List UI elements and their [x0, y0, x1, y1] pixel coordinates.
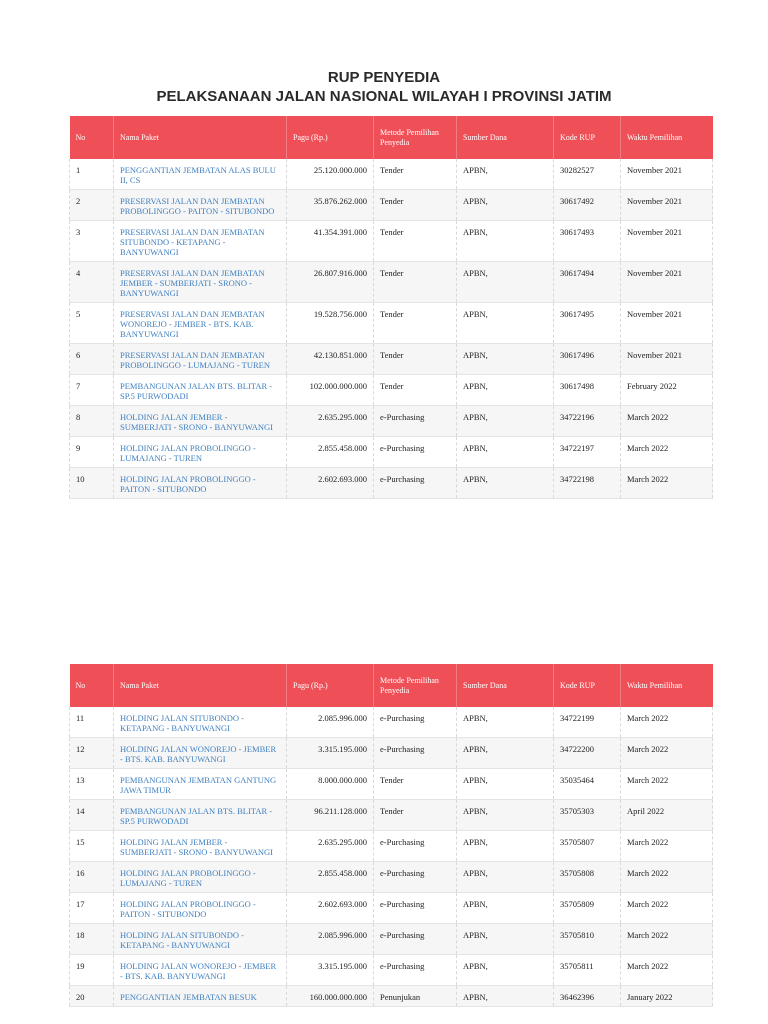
cell-waktu: November 2021 [621, 221, 713, 262]
col-header-nama-paket: Nama Paket [114, 116, 287, 159]
cell-pagu: 2.855.458.000 [287, 437, 374, 468]
cell-kode-rup: 30617495 [554, 303, 621, 344]
cell-nama-paket-link[interactable]: PRESERVASI JALAN DAN JEMBATAN SITUBONDO - KETAPANG - BANYUWANGI [114, 221, 287, 262]
cell-pagu: 2.602.693.000 [287, 468, 374, 499]
cell-sumber-dana: APBN, [457, 955, 554, 986]
cell-metode: e-Purchasing [374, 893, 457, 924]
cell-sumber-dana: APBN, [457, 190, 554, 221]
cell-nama-paket-link[interactable]: PRESERVASI JALAN DAN JEMBATAN PROBOLINGGO - LUMAJANG - TUREN [114, 344, 287, 375]
cell-metode: Tender [374, 303, 457, 344]
table-row [70, 406, 713, 437]
cell-metode: Tender [374, 344, 457, 375]
cell-kode-rup: 34722196 [554, 406, 621, 437]
cell-sumber-dana: APBN, [457, 468, 554, 499]
cell-kode-rup: 35705811 [554, 955, 621, 986]
cell-no: 12 [70, 738, 114, 769]
cell-metode: e-Purchasing [374, 831, 457, 862]
table-row [70, 159, 713, 190]
cell-waktu: March 2022 [621, 707, 713, 738]
cell-kode-rup: 30282527 [554, 159, 621, 190]
cell-sumber-dana: APBN, [457, 406, 554, 437]
cell-no: 16 [70, 862, 114, 893]
cell-waktu: January 2022 [621, 986, 713, 1007]
cell-metode: e-Purchasing [374, 924, 457, 955]
cell-no: 19 [70, 955, 114, 986]
cell-waktu: November 2021 [621, 159, 713, 190]
cell-no: 10 [70, 468, 114, 499]
table-row [70, 344, 713, 375]
cell-nama-paket-link[interactable]: PEMBANGUNAN JALAN BTS. BLITAR - SP.5 PURWODADI [114, 375, 287, 406]
cell-sumber-dana: APBN, [457, 262, 554, 303]
cell-metode: e-Purchasing [374, 738, 457, 769]
cell-metode: Tender [374, 190, 457, 221]
rup-table-1 [69, 116, 713, 499]
cell-sumber-dana: APBN, [457, 344, 554, 375]
table-header-row [70, 116, 713, 159]
cell-waktu: March 2022 [621, 738, 713, 769]
cell-no: 5 [70, 303, 114, 344]
cell-sumber-dana: APBN, [457, 831, 554, 862]
cell-kode-rup: 30617496 [554, 344, 621, 375]
cell-nama-paket-link[interactable]: HOLDING JALAN PROBOLINGGO - PAITON - SITUBONDO [114, 893, 287, 924]
cell-no: 11 [70, 707, 114, 738]
cell-no: 7 [70, 375, 114, 406]
cell-kode-rup: 30617498 [554, 375, 621, 406]
cell-sumber-dana: APBN, [457, 893, 554, 924]
table-row [70, 893, 713, 924]
cell-metode: Tender [374, 375, 457, 406]
col-header-no: No [70, 116, 114, 159]
cell-nama-paket-link[interactable]: HOLDING JALAN WONOREJO - JEMBER - BTS. KAB. BANYUWANGI [114, 955, 287, 986]
cell-pagu: 41.354.391.000 [287, 221, 374, 262]
cell-nama-paket-link[interactable]: PRESERVASI JALAN DAN JEMBATAN JEMBER - SUMBERJATI - SRONO - BANYUWANGI [114, 262, 287, 303]
cell-nama-paket-link[interactable]: PENGGANTIAN JEMBATAN BESUK [114, 986, 287, 1007]
cell-kode-rup: 34722199 [554, 707, 621, 738]
cell-pagu: 2.085.996.000 [287, 924, 374, 955]
cell-kode-rup: 34722197 [554, 437, 621, 468]
cell-metode: Tender [374, 159, 457, 190]
cell-waktu: March 2022 [621, 862, 713, 893]
table-row [70, 862, 713, 893]
cell-no: 2 [70, 190, 114, 221]
page-subtitle: PELAKSANAAN JALAN NASIONAL WILAYAH I PROVINSI JATIM [156, 88, 612, 105]
table-row [70, 468, 713, 499]
cell-waktu: March 2022 [621, 893, 713, 924]
table-body [70, 159, 713, 499]
table-row [70, 986, 713, 1007]
col-header-kode-rup: Kode RUP [554, 116, 621, 159]
cell-waktu: November 2021 [621, 190, 713, 221]
col-header-kode-rup: Kode RUP [554, 664, 621, 707]
cell-waktu: November 2021 [621, 303, 713, 344]
cell-waktu: March 2022 [621, 769, 713, 800]
cell-waktu: April 2022 [621, 800, 713, 831]
cell-nama-paket-link[interactable]: PEMBANGUNAN JEMBATAN GANTUNG JAWA TIMUR [114, 769, 287, 800]
cell-sumber-dana: APBN, [457, 707, 554, 738]
cell-kode-rup: 30617494 [554, 262, 621, 303]
cell-no: 14 [70, 800, 114, 831]
cell-nama-paket-link[interactable]: HOLDING JALAN PROBOLINGGO - PAITON - SITUBONDO [114, 468, 287, 499]
cell-metode: Tender [374, 800, 457, 831]
cell-pagu: 160.000.000.000 [287, 986, 374, 1007]
cell-metode: e-Purchasing [374, 955, 457, 986]
cell-sumber-dana: APBN, [457, 738, 554, 769]
col-header-metode: Metode Pemilihan Penyedia [374, 664, 457, 707]
cell-pagu: 3.315.195.000 [287, 738, 374, 769]
cell-pagu: 102.000.000.000 [287, 375, 374, 406]
cell-no: 1 [70, 159, 114, 190]
cell-no: 4 [70, 262, 114, 303]
table-row [70, 221, 713, 262]
table-row [70, 738, 713, 769]
cell-kode-rup: 35705810 [554, 924, 621, 955]
table-row [70, 707, 713, 738]
col-header-sumber-dana: Sumber Dana [457, 664, 554, 707]
table-row [70, 831, 713, 862]
cell-waktu: March 2022 [621, 406, 713, 437]
table-header-row [70, 664, 713, 707]
cell-no: 15 [70, 831, 114, 862]
cell-pagu: 2.635.295.000 [287, 831, 374, 862]
table-row [70, 769, 713, 800]
cell-no: 6 [70, 344, 114, 375]
cell-metode: Tender [374, 221, 457, 262]
cell-nama-paket-link[interactable]: PRESERVASI JALAN DAN JEMBATAN PROBOLINGGO - PAITON - SITUBONDO [114, 190, 287, 221]
cell-metode: e-Purchasing [374, 437, 457, 468]
cell-metode: e-Purchasing [374, 468, 457, 499]
table-row [70, 303, 713, 344]
col-header-metode: Metode Pemilihan Penyedia [374, 116, 457, 159]
cell-waktu: February 2022 [621, 375, 713, 406]
cell-metode: Penunjukan [374, 986, 457, 1007]
cell-nama-paket-link[interactable]: PRESERVASI JALAN DAN JEMBATAN WONOREJO - JEMBER - BTS. KAB. BANYUWANGI [114, 303, 287, 344]
cell-sumber-dana: APBN, [457, 437, 554, 468]
cell-kode-rup: 35035464 [554, 769, 621, 800]
cell-metode: Tender [374, 769, 457, 800]
cell-pagu: 19.528.756.000 [287, 303, 374, 344]
cell-sumber-dana: APBN, [457, 221, 554, 262]
cell-kode-rup: 35705809 [554, 893, 621, 924]
cell-pagu: 35.876.262.000 [287, 190, 374, 221]
cell-waktu: March 2022 [621, 468, 713, 499]
cell-waktu: November 2021 [621, 344, 713, 375]
cell-metode: e-Purchasing [374, 707, 457, 738]
cell-sumber-dana: APBN, [457, 769, 554, 800]
table-row [70, 924, 713, 955]
cell-pagu: 42.130.851.000 [287, 344, 374, 375]
cell-metode: e-Purchasing [374, 406, 457, 437]
cell-pagu: 2.602.693.000 [287, 893, 374, 924]
cell-sumber-dana: APBN, [457, 924, 554, 955]
cell-waktu: March 2022 [621, 924, 713, 955]
cell-kode-rup: 35705303 [554, 800, 621, 831]
cell-pagu: 96.211.128.000 [287, 800, 374, 831]
cell-nama-paket-link[interactable]: HOLDING JALAN JEMBER - SUMBERJATI - SRONO - BANYUWANGI [114, 406, 287, 437]
cell-pagu: 26.807.916.000 [287, 262, 374, 303]
cell-pagu: 2.085.996.000 [287, 707, 374, 738]
cell-sumber-dana: APBN, [457, 986, 554, 1007]
cell-no: 3 [70, 221, 114, 262]
cell-kode-rup: 34722198 [554, 468, 621, 499]
cell-kode-rup: 30617492 [554, 190, 621, 221]
col-header-waktu: Waktu Pemilihan [621, 116, 713, 159]
page-title: RUP PENYEDIA [327, 69, 441, 86]
cell-nama-paket-link[interactable]: HOLDING JALAN PROBOLINGGO - LUMAJANG - TUREN [114, 862, 287, 893]
cell-kode-rup: 36462396 [554, 986, 621, 1007]
cell-nama-paket-link[interactable]: PENGGANTIAN JEMBATAN ALAS BULU II, CS [114, 159, 287, 190]
cell-no: 13 [70, 769, 114, 800]
cell-metode: e-Purchasing [374, 862, 457, 893]
cell-nama-paket-link[interactable]: HOLDING JALAN JEMBER - SUMBERJATI - SRONO - BANYUWANGI [114, 831, 287, 862]
cell-nama-paket-link[interactable]: HOLDING JALAN PROBOLINGGO - LUMAJANG - TUREN [114, 437, 287, 468]
col-header-pagu: Pagu (Rp.) [287, 116, 374, 159]
table-row [70, 800, 713, 831]
cell-metode: Tender [374, 262, 457, 303]
cell-nama-paket-link[interactable]: HOLDING JALAN WONOREJO - JEMBER - BTS. KAB. BANYUWANGI [114, 738, 287, 769]
cell-kode-rup: 30617493 [554, 221, 621, 262]
cell-no: 9 [70, 437, 114, 468]
col-header-nama-paket: Nama Paket [114, 664, 287, 707]
cell-sumber-dana: APBN, [457, 862, 554, 893]
cell-pagu: 2.635.295.000 [287, 406, 374, 437]
cell-kode-rup: 35705808 [554, 862, 621, 893]
cell-sumber-dana: APBN, [457, 303, 554, 344]
cell-pagu: 3.315.195.000 [287, 955, 374, 986]
cell-pagu: 8.000.000.000 [287, 769, 374, 800]
cell-sumber-dana: APBN, [457, 375, 554, 406]
cell-pagu: 2.855.458.000 [287, 862, 374, 893]
cell-no: 8 [70, 406, 114, 437]
table-row [70, 262, 713, 303]
col-header-no: No [70, 664, 114, 707]
table-row [70, 190, 713, 221]
cell-waktu: March 2022 [621, 831, 713, 862]
cell-sumber-dana: APBN, [457, 159, 554, 190]
cell-no: 18 [70, 924, 114, 955]
table-row [70, 375, 713, 406]
table-body [70, 707, 713, 1007]
cell-sumber-dana: APBN, [457, 800, 554, 831]
cell-nama-paket-link[interactable]: HOLDING JALAN SITUBONDO - KETAPANG - BANYUWANGI [114, 707, 287, 738]
cell-waktu: March 2022 [621, 955, 713, 986]
cell-no: 17 [70, 893, 114, 924]
table-row [70, 955, 713, 986]
col-header-waktu: Waktu Pemilihan [621, 664, 713, 707]
col-header-pagu: Pagu (Rp.) [287, 664, 374, 707]
col-header-sumber-dana: Sumber Dana [457, 116, 554, 159]
cell-kode-rup: 34722200 [554, 738, 621, 769]
cell-nama-paket-link[interactable]: PEMBANGUNAN JALAN BTS. BLITAR - SP.5 PURWODADI [114, 800, 287, 831]
rup-table-2 [69, 664, 713, 1007]
cell-kode-rup: 35705807 [554, 831, 621, 862]
cell-waktu: March 2022 [621, 437, 713, 468]
cell-no: 20 [70, 986, 114, 1007]
table-row [70, 437, 713, 468]
cell-pagu: 25.120.000.000 [287, 159, 374, 190]
cell-waktu: November 2021 [621, 262, 713, 303]
cell-nama-paket-link[interactable]: HOLDING JALAN SITUBONDO - KETAPANG - BANYUWANGI [114, 924, 287, 955]
